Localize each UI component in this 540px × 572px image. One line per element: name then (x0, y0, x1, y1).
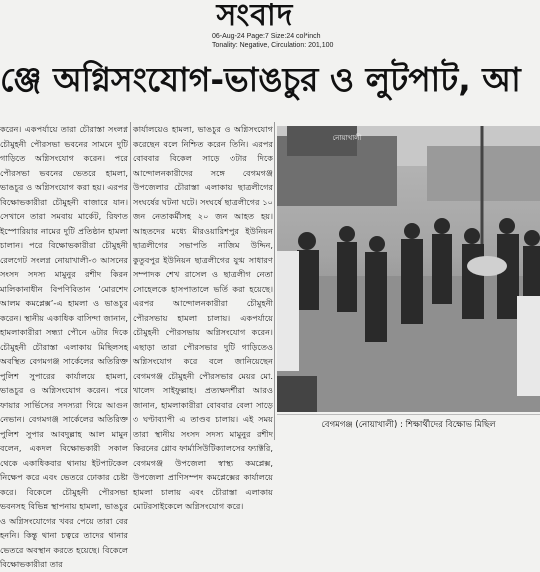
protest-photo-illustration (277, 126, 540, 412)
clipping-meta (212, 32, 412, 50)
meta-line-1: 06-Aug-24 Page:7 Size:24 col*inch (212, 33, 321, 40)
meta-line-2: Tonality: Negative, Circulation: 201,100 (212, 42, 334, 49)
column-divider (130, 122, 131, 440)
article-headline: ঞ্জে অগ্নিসংযোগ-ভাঙচুর ও লুটপাট, আ (0, 60, 521, 99)
column-2-text: কার্যালয়েও হামলা, ভাঙচুর ও অগ্নিসংযোগ করেছেন বলে নিশ্চিত করেন তিনি। এরপর বোববার বিকেল সাড়ে ৩টার দিকে আন্দোলনকারীদের সঙ্গে বেগমগঞ্জ উপজেলার চৌরাস্তা এলাকায় ছাত্রলীগের সংঘর্ষের ঘটনা ঘটে। সংঘর্ষে ছাত্রলীগের ১০ জন নেতাকর্মীসহ ২০ জন আহত হয়। আহতদের মধ্যে মীরওয়ারিশপুর ইউনিয়ন ছাত্রলীগের সভাপতি নাজিম উদ্দিন, কুতুবপুর ইউনিয়ন ছাত্রলীগের যুগ্ম সাধারণ সম্পাদক শেখ রাসেল ও ছাত্রলীগ নেতা সোহেলকে হাসপাতালে ভর্তি করা হয়েছে। এরপর আন্দোলনকারীরা চৌমুহনী পৌরসভায় হামলা চালায়। একপর্যায়ে চৌমুহনী পৌরসভায় অগ্নিসংযোগ করেন। এছাড়া তারা পৌরসভার দুটি গাড়িতেও অগ্নিসংযোগ করে বলে জানিয়েছেন বেগমগঞ্জ চৌমুহনী পৌরসভার মেয়র মো. খালেদ সাইফুল্লাহ। প্রত্যক্ষদর্শীরা আরও জানান, হামলাকারীরা বোববার বেলা সাড়ে ৩ ঘণ্টাব্যাপী এ তাণ্ডব চালায়। এই সময় তারা স্থানীয় সংসদ সদস্য মামুনুর রশীদ কিরনের গ্লোব ফার্মাসিউটিক্যালসের ফ্যাক্টরি, বেগমগঞ্জ উপজেলা স্বাস্থ্য কমপ্লেক্স, উপজেলা প্রাণিসম্পদ কমপ্লেক্সের কার্যালয়ে হামলা চালায় এবং চৌরাস্তা এলাকায় মোটরসাইকেলে অগ্নিসংযোগ করে। (133, 124, 273, 511)
article-column-2 (133, 122, 273, 511)
article-column-1 (0, 122, 128, 569)
news-photo (277, 126, 540, 412)
newspaper-masthead: সংবাদ (216, 0, 294, 33)
banner-text: নোয়াখালী (332, 134, 362, 142)
column-divider (274, 122, 275, 440)
column-1-text: করেন। একপর্যায়ে তারা চৌরাস্তা সংলগ্ন চৌমুহনী পৌরসভা ভবনের সামনে দুটি গাড়িতে অগ্নিসংযোগ করেন। পরে পৌরসভা ভবনের ভেতরে হামলা, ভাঙচুর ও অগ্নিসংযোগ করা হয়। এরপর বিক্ষোভকারীরা চৌমুহনী বাজারে যান। সেখানে তারা সমবায় মার্কেট, রিফাত ইস্পোরিয়ার নামের দুটি প্রতিষ্ঠান হামলা চালান। পরে বিক্ষোভকারীরা চৌমুহনী রেলগেট সংলগ্ন নোয়াখালী-৩ আসনের সংসদ সদস্য মামুনুর রশীদ কিরন মালিকানাধীন বিপণিবিতান ‘মোরশেদ আলম কমপ্লেক্স’-এ হামলা ও ভাঙচুর করেন। স্থানীয় একাধিক বাসিন্দা জানান, হামলাকারীরা সন্ধ্যা পৌনে ৬টার দিকে চৌমুহনী চৌরাস্তা এলাকায় মিছিলসহ অবস্থিত বেগমগঞ্জ সার্কেলের অতিরিক্ত পুলিশ সুপারের কার্যালয়ে হামলা, ভাঙচুর ও অগ্নিসংযোগ করেন। পরে ফায়ার সার্ভিসের সদস্যরা গিয়ে আগুন নেভান। বেগমগঞ্জ সার্কেলের অতিরিক্ত পুলিশ সুপার আবদুল্লাহ আল মামুন বলেন, একদল বিক্ষোভকারী সকাল থেকে একাধিকবার থানায় ইটপাটকেল নিক্ষেপ করে এবং ভেতরে ঢোকার চেষ্টা করে। বিকেলে চৌমুহনী পৌরসভা ভবনসহ বিভিন্ন স্থাপনায় হামলা, ভাঙচুর ও অগ্নিসংযোগের খবর পেয়ে তারা বের হননি। কিন্তু থানা চত্বরে তাদের থানার ভেতরে অবস্থান করতে হয়েছে। বিকেলে বিক্ষোভকারীরা তার (0, 124, 128, 569)
photo-caption: বেগমগঞ্জ (নোয়াখালী) : শিক্ষার্থীদের বিক্ষোভ মিছিল (277, 414, 540, 435)
